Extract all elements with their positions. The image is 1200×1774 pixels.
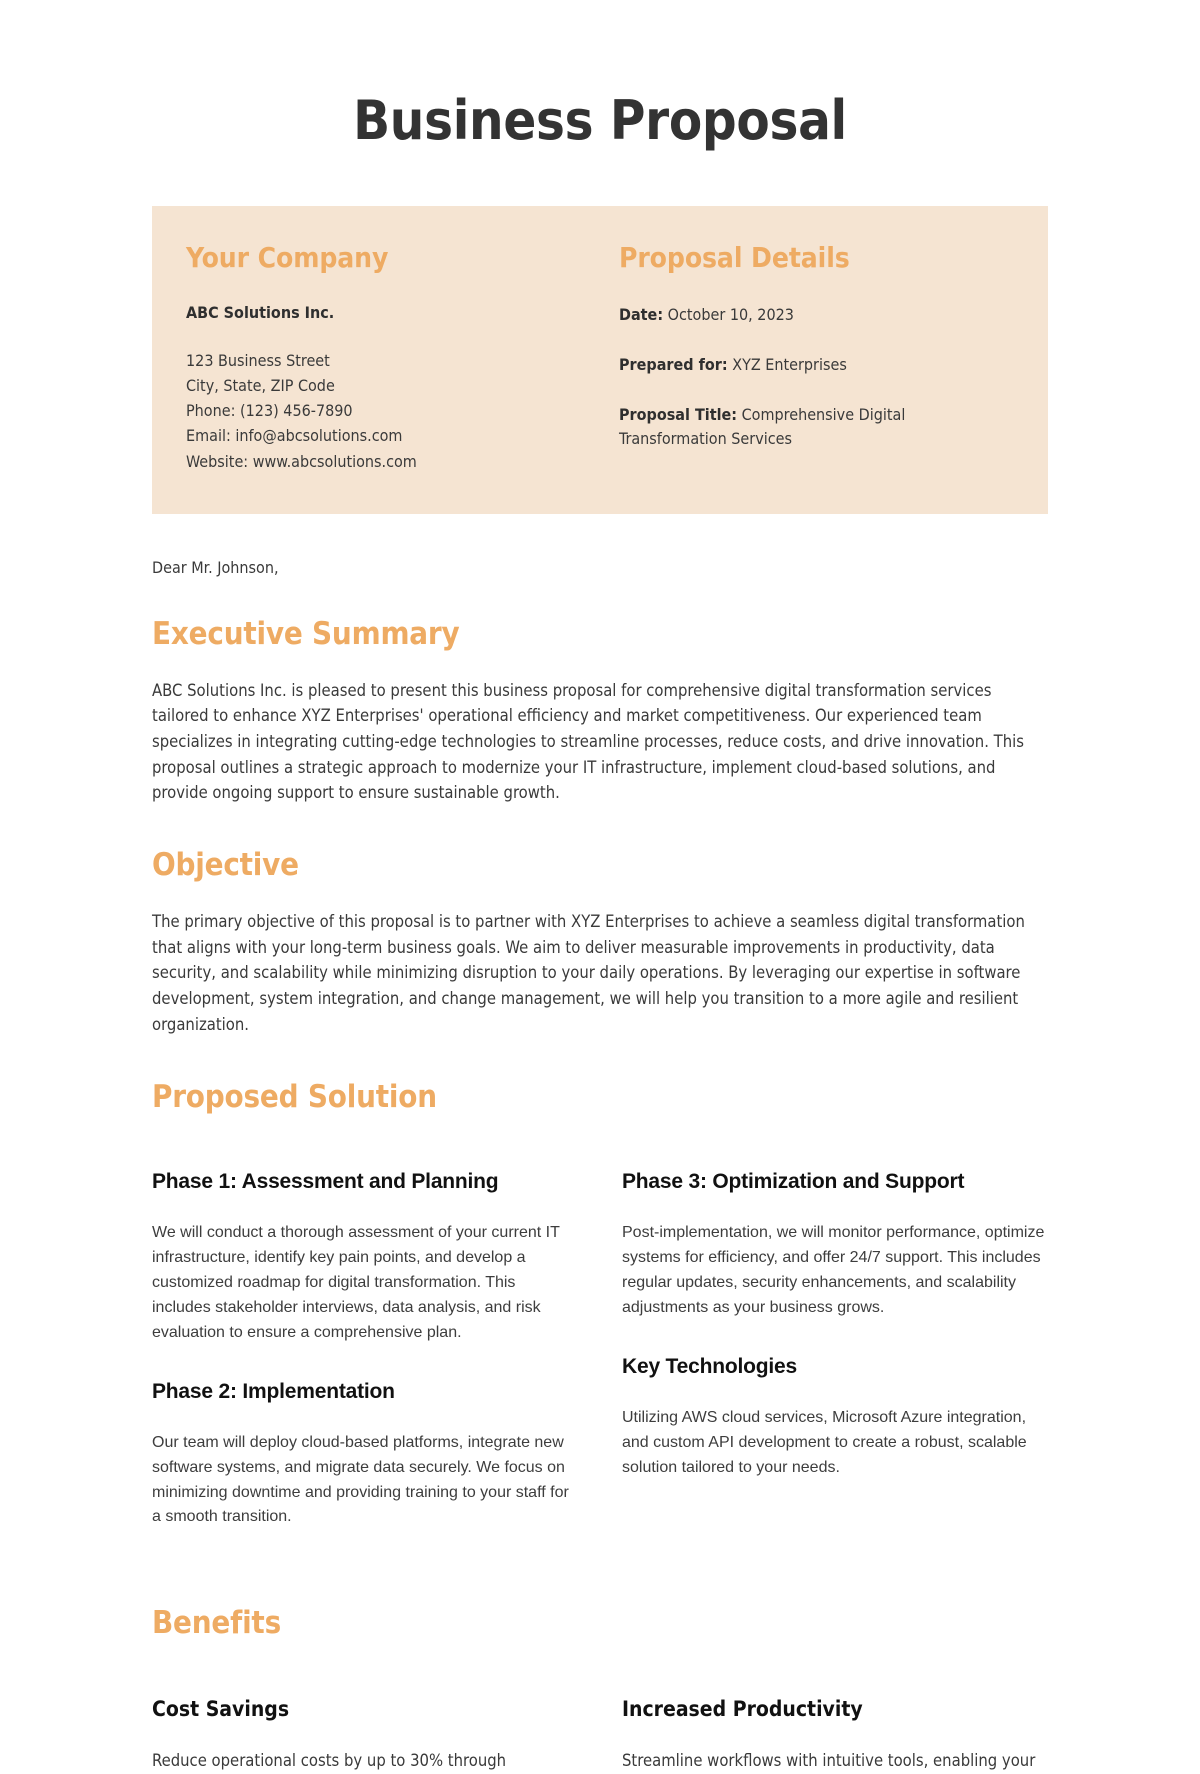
proposal-title-label: Proposal Title: — [619, 405, 738, 425]
company-address-line-1: 123 Business Street — [186, 350, 330, 370]
proposed-solution-heading: Proposed Solution — [152, 1078, 437, 1115]
benefits-right-column — [622, 1697, 1048, 1774]
proposal-details-heading: Proposal Details — [619, 241, 850, 275]
benefits-heading: Benefits — [152, 1605, 281, 1642]
prepared-for-label: Prepared for: — [619, 354, 728, 374]
executive-summary-body: ABC Solutions Inc. is pleased to present this business proposal for comprehensive digital transformation services tailored to enhance XYZ Enterprises' operational efficiency and market competitiveness. Our experienced team specializes in integrating cutting-edge technologies to streamline processes, reduce costs, and drive innovation. This proposal outlines a strategic approach to modernize your IT infrastructure, implement cloud-based solutions, and provide ongoing support to ensure sustainable growth. — [152, 680, 1024, 803]
spacer — [152, 1554, 1048, 1606]
proposal-date-label: Date: — [619, 304, 664, 324]
your-company-heading: Your Company — [186, 241, 389, 275]
key-technologies-body: Utilizing AWS cloud services, Microsoft Azure integration, and custom API development to create a robust, scalable solution tailored to your needs. — [622, 1408, 1027, 1476]
executive-summary-heading: Executive Summary — [152, 615, 460, 652]
proposal-title-row — [619, 403, 1014, 452]
proposal-title-value: Comprehensive Digital Transformation Services — [619, 405, 906, 449]
proposal-info-panel — [152, 206, 1048, 514]
your-company-column — [186, 242, 581, 474]
page-title: Business Proposal — [353, 89, 847, 152]
spacer — [152, 1667, 1048, 1697]
proposal-details-column — [619, 242, 1014, 474]
salutation: Dear Mr. Johnson, — [152, 557, 279, 577]
cost-savings-body: Reduce operational costs by up to 30% through — [152, 1750, 507, 1770]
phase-1-heading: Phase 1: Assessment and Planning — [152, 1170, 499, 1194]
increased-productivity-heading: Increased Productivity — [622, 1697, 863, 1722]
objective-body: The primary objective of this proposal is to partner with XYZ Enterprises to achieve a seamless digital transformation that aligns with your long-term business goals. We aim to deliver measurable improvements in productivity, data security, and scalability while minimizing disruption to your daily operations. By leveraging our expertise in software development, system integration, and change management, we will help you transition to a more agile and resilient organization. — [152, 911, 1025, 1034]
prepared-for-row — [619, 353, 1014, 377]
benefits-columns — [152, 1697, 1048, 1774]
proposed-solution-left-column — [152, 1170, 578, 1530]
company-phone: Phone: (123) 456-7890 — [186, 401, 353, 421]
document-body — [152, 0, 1048, 1774]
proposal-date-value: October 10, 2023 — [667, 304, 794, 324]
phase-3-heading: Phase 3: Optimization and Support — [622, 1170, 965, 1194]
proposal-date-row — [619, 303, 1014, 327]
phase-2-body: Our team will deploy cloud-based platforms, integrate new software systems, and migrate data securely. We focus on minimizing downtime and providing training to your staff for a smooth transition. — [152, 1433, 569, 1526]
company-email: Email: info@abcsolutions.com — [186, 426, 403, 446]
increased-productivity-body: Streamline workflows with intuitive tools, enabling your — [622, 1750, 1036, 1770]
company-contact-block — [186, 348, 581, 474]
phase-3-body: Post-implementation, we will monitor performance, optimize systems for efficiency, and offer 24/7 support. This includes regular updates, security enhancements, and scalability adjustments as your business grows. — [622, 1224, 1045, 1316]
prepared-for-value: XYZ Enterprises — [732, 354, 847, 374]
phase-1-body: We will conduct a thorough assessment of your current IT infrastructure, identify key pain points, and develop a customized roadmap for digital transformation. This includes stakeholder interviews, data analysis, and risk evaluation to ensure a comprehensive plan. — [152, 1224, 560, 1341]
spacer — [152, 1140, 1048, 1170]
company-address-line-2: City, State, ZIP Code — [186, 375, 335, 395]
proposed-solution-right-column — [622, 1170, 1048, 1530]
cost-savings-heading: Cost Savings — [152, 1697, 290, 1722]
phase-2-heading: Phase 2: Implementation — [152, 1379, 395, 1403]
company-name: ABC Solutions Inc. — [186, 302, 335, 322]
objective-heading: Objective — [152, 847, 299, 884]
benefits-left-column — [152, 1697, 578, 1774]
company-website: Website: www.abcsolutions.com — [186, 451, 417, 471]
key-technologies-heading: Key Technologies — [622, 1354, 797, 1378]
proposed-solution-columns — [152, 1170, 1048, 1530]
